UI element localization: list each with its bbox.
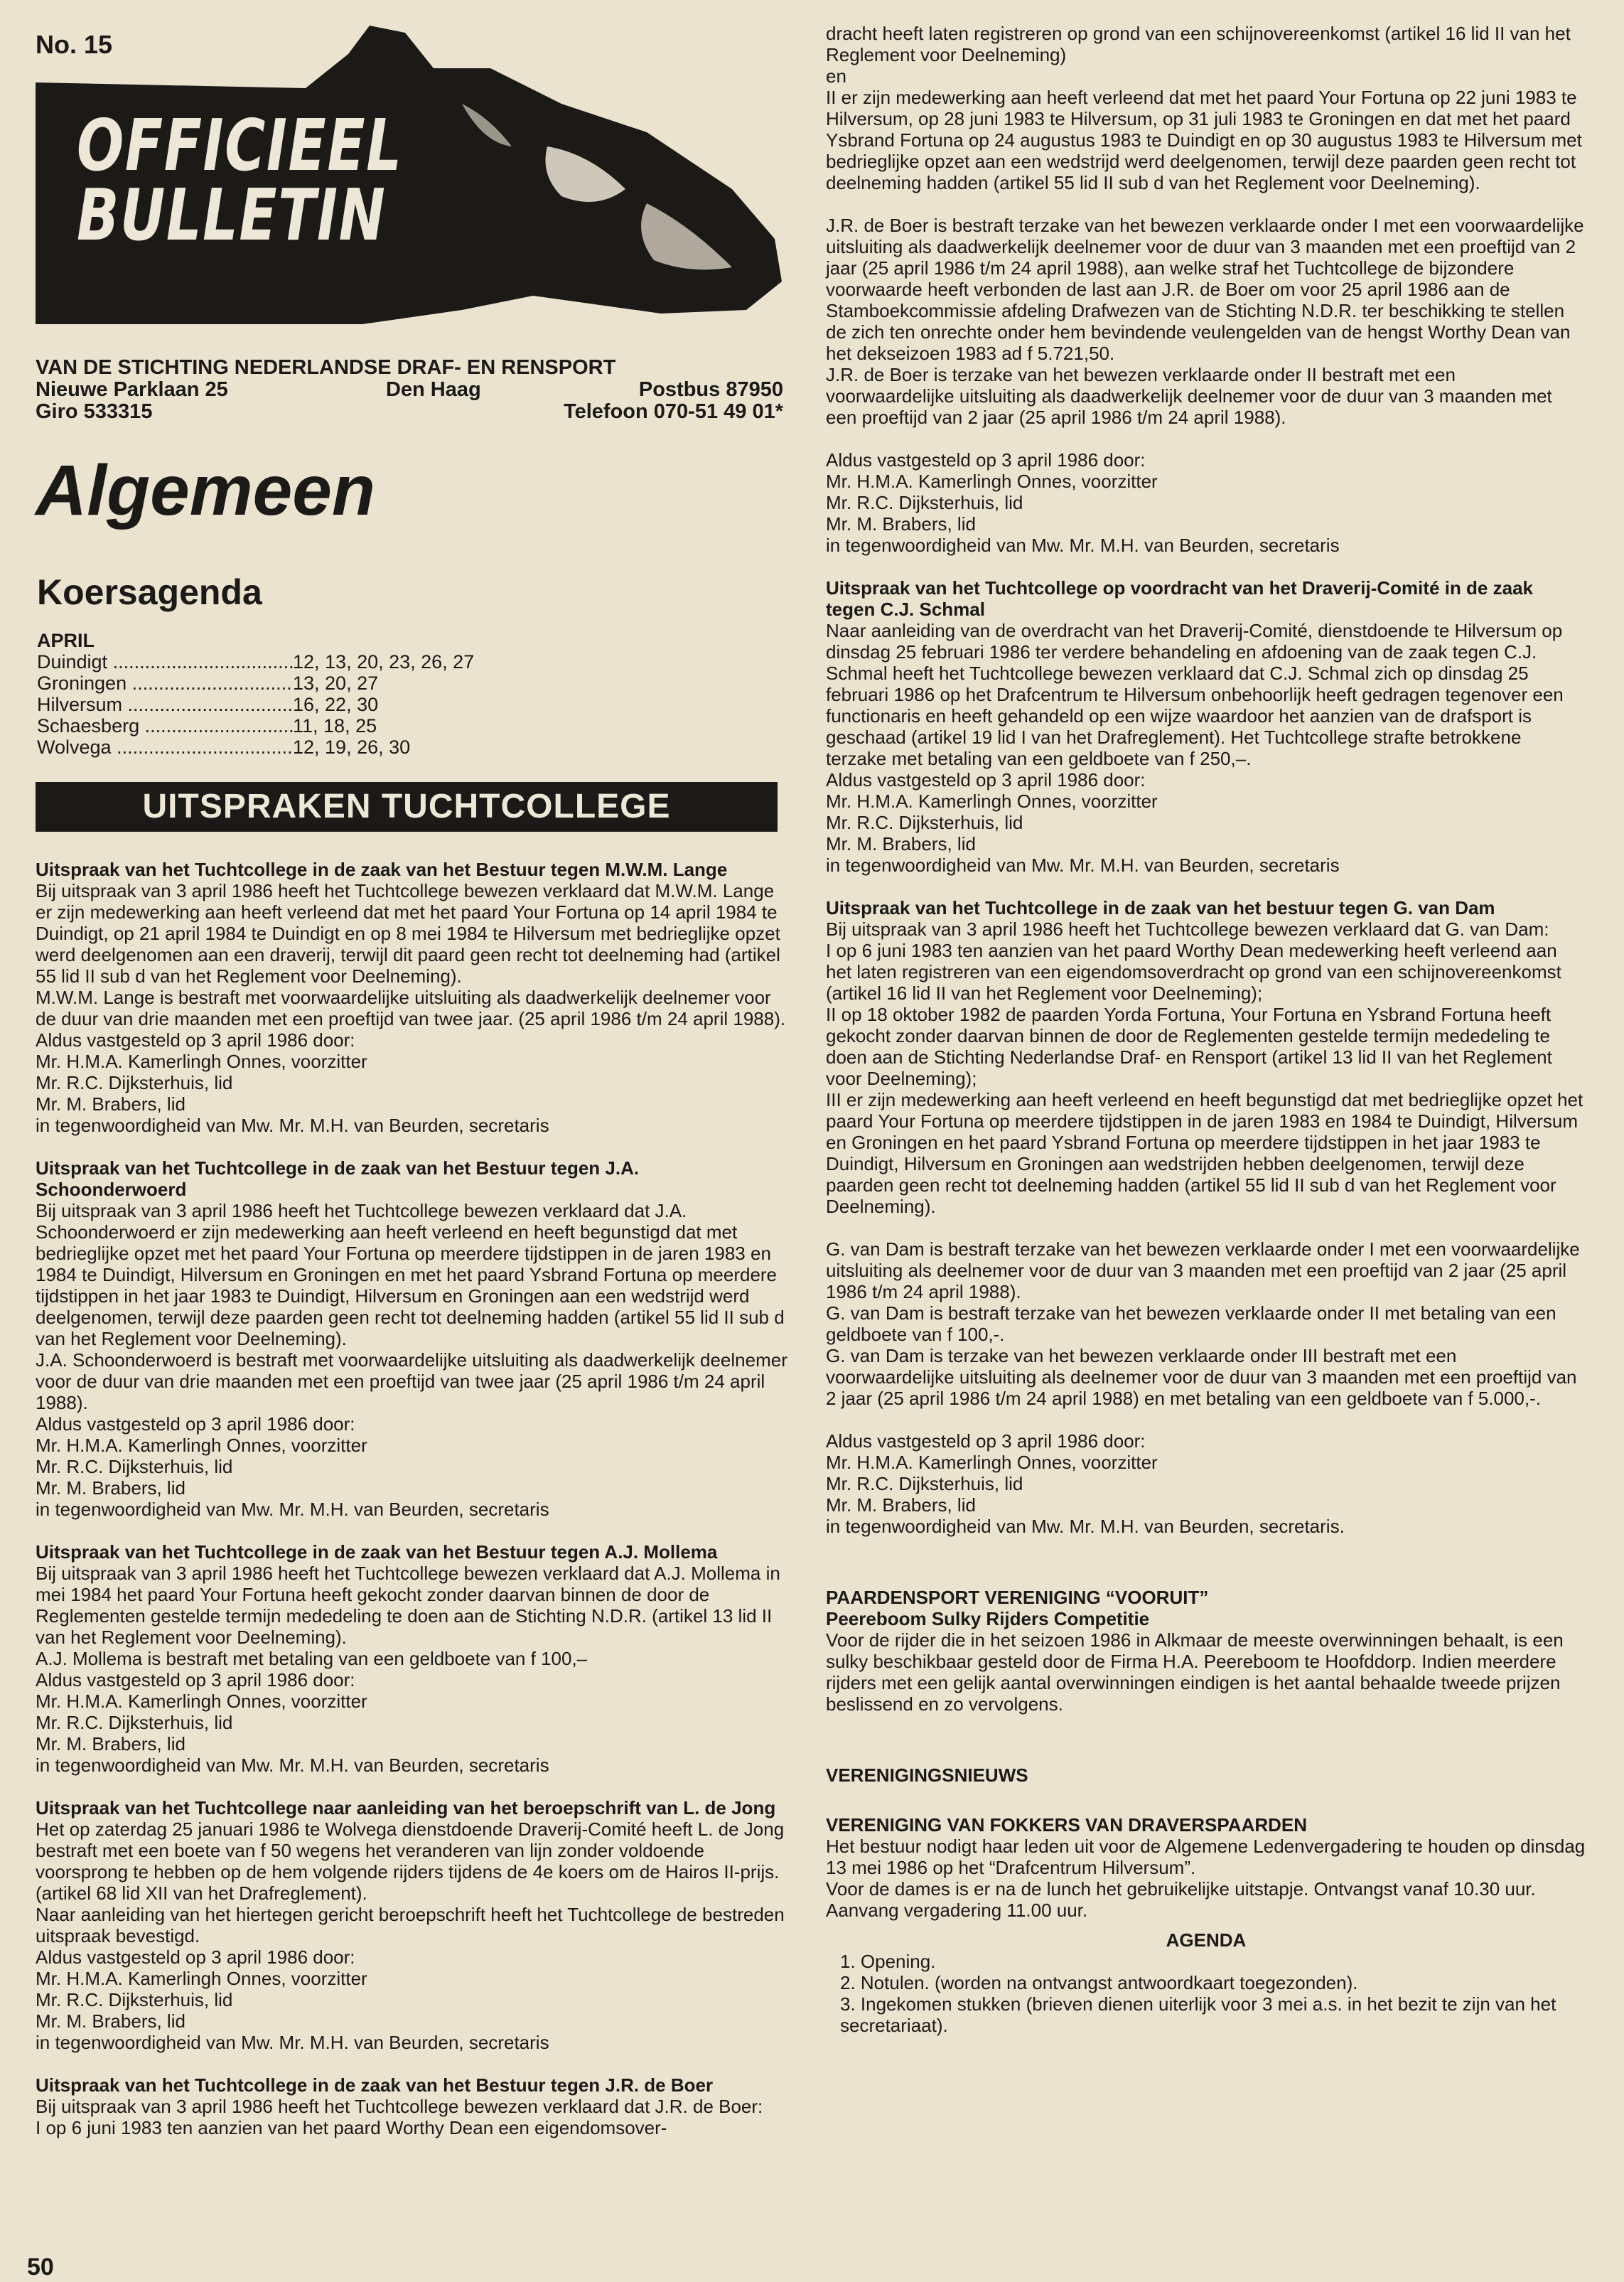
signature-line: Mr. M. Brabers, lid <box>36 2010 185 2032</box>
ruling-title: Uitspraak van het Tuchtcollege in de zaak van het Bestuur tegen A.J. Mollema <box>36 1541 718 1563</box>
signature-line: in tegenwoordigheid van Mw. Mr. M.H. van Beurden, secretaris <box>36 1499 549 1520</box>
ruling-title: Uitspraak van het Tuchtcollege in de zaak van het Bestuur tegen M.W.M. Lange <box>36 859 728 880</box>
fokkers-notice <box>826 1814 1586 1921</box>
address: Nieuwe Parklaan 25 <box>36 378 228 401</box>
signature-line: Aldus vastgesteld op 3 april 1986 door: <box>36 1669 355 1691</box>
signature-line: Aldus vastgesteld op 3 april 1986 door: <box>36 1946 355 1968</box>
ruling-body: Bij uitspraak van 3 april 1986 heeft het Tuchtcollege bewezen verklaard dat G. van Dam: <box>826 918 1549 940</box>
notice-subtitle: Peereboom Sulky Rijders Competitie <box>826 1608 1150 1629</box>
ruling-item: I op 6 juni 1983 ten aanzien van het paard Worthy Dean een eigendomsover- <box>36 2117 667 2138</box>
publisher-info <box>36 357 783 423</box>
agenda-dates: 11, 18, 25 <box>293 715 377 736</box>
ruling-penalty: M.W.M. Lange is bestraft met voorwaardelijke uitsluiting als daadwerkelijk deelnemer voor de duur van drie maanden met een proeftijd van twee jaar. (25 april 1986 t/m 24 april 1988). <box>36 987 786 1029</box>
signature-line: Mr. R.C. Dijksterhuis, lid <box>826 812 1023 833</box>
ruling-body: Bij uitspraak van 3 april 1986 heeft het Tuchtcollege bewezen verklaard dat A.J. Mollema in mei 1984 het paard Your Fortuna heeft gekocht zonder daarvan binnen de door de Reglementen gestelde termijn mededeling te doen aan de Stichting N.D.R. (artikel 13 lid II van het Reglement voor Deelneming). <box>36 1563 780 1648</box>
verenigingsnieuws-heading <box>826 1764 1586 1786</box>
ruling-item: III er zijn medewerking aan heeft verleend en heeft begunstigd dat met bedrieglijke opzet het paard Your Fortuna op meerdere tijdstippen in de jaren 1983 en 1984 te Duindigt, Hilversum en Groningen en het paard Ysbrand Fortuna op meerdere tijdstippen in het jaar 1983 te Duindigt, Hilversum en Groningen aan wedstrijden hebben deelgenomen, terwijl deze paarden geen recht tot deelneming hadden (artikel 55 lid II sub d van het Reglement voor Deelneming). <box>826 1089 1583 1217</box>
agenda-row <box>37 694 506 715</box>
ruling-schmal <box>826 577 1586 876</box>
ruling-penalty: G. van Dam is bestraft terzake van het bewezen verklaarde onder II met betaling van een geldboete van f 100,-. <box>826 1302 1556 1345</box>
signature-line: in tegenwoordigheid van Mw. Mr. M.H. van Beurden, secretaris. <box>826 1516 1345 1537</box>
ruling-mollema <box>36 1541 790 1776</box>
signature-line: in tegenwoordigheid van Mw. Mr. M.H. van Beurden, secretaris <box>826 535 1340 556</box>
agenda-row <box>37 673 506 694</box>
race-agenda <box>37 630 506 758</box>
ruling-penalty: J.R. de Boer is bestraft terzake van het bewezen verklaarde onder I met een voorwaardelijke uitsluiting als daadwerkelijk deelnemer voor de duur van 3 maanden met een proeftijd van 2 jaar (25 april 1986 t/m 24 april 1988), aan welke straf het Tuchtcollege de bijzondere voorwaarde heeft verbonden de last aan J.R. de Boer om voor 25 april 1986 aan de Stamboekcommissie afdeling Drafwezen van de Stichting N.D.R. ter beschikking te stellen de zich ten onrechte onder hem bevindende veulengelden van de hengst Worthy Dean van het dekseizoen 1983 ad f 5.721,50. <box>826 215 1584 364</box>
signature-line: Mr. R.C. Dijksterhuis, lid <box>36 1072 233 1093</box>
signature-line: Aldus vastgesteld op 3 april 1986 door: <box>826 769 1146 791</box>
city: Den Haag <box>385 378 481 401</box>
notice-title: PAARDENSPORT VERENIGING “VOORUIT” <box>826 1587 1209 1608</box>
agenda-place: Duindigt ..... <box>37 651 293 673</box>
agenda-dates: 12, 13, 20, 23, 26, 27 <box>293 651 475 673</box>
agenda-place: Hilversum ..... <box>37 694 293 715</box>
signature-line: Mr. M. Brabers, lid <box>36 1733 185 1755</box>
section-banner: UITSPRAKEN TUCHTCOLLEGE <box>36 782 778 832</box>
ruling-title: Uitspraak van het Tuchtcollege naar aanleiding van het beroepschrift van L. de Jong <box>36 1797 776 1818</box>
publisher-name: VAN DE STICHTING NEDERLANDSE DRAF- EN RENSPORT <box>36 356 616 379</box>
ruling-body: Bij uitspraak van 3 april 1986 heeft het Tuchtcollege bewezen verklaard dat J.R. de Boer: <box>36 2096 763 2117</box>
signature-line: Mr. H.M.A. Kamerlingh Onnes, voorzitter <box>36 1435 367 1456</box>
signature-line: Aldus vastgesteld op 3 april 1986 door: <box>36 1029 355 1051</box>
notice-body: Het bestuur nodigt haar leden uit voor de Algemene Ledenvergadering te houden op dinsdag 13 mei 1986 op het “Drafcentrum Hilversum”. <box>826 1836 1586 1878</box>
ruling-schoonderwoerd <box>36 1157 790 1520</box>
agenda-row <box>37 736 506 758</box>
signature-line: Aldus vastgesteld op 3 april 1986 door: <box>826 449 1146 471</box>
signature-line: Mr. H.M.A. Kamerlingh Onnes, voorzitter <box>826 791 1158 812</box>
signature-line: Mr. R.C. Dijksterhuis, lid <box>36 1712 233 1733</box>
agenda-place: Wolvega ..... <box>37 736 293 758</box>
ruling-item: dracht heeft laten registreren op grond van een schijnovereenkomst (artikel 16 lid II van het Reglement voor Deelneming) <box>826 23 1571 65</box>
postbus: Postbus 87950 <box>638 378 783 401</box>
de-boer-penalties <box>826 215 1586 428</box>
signature-line: Mr. M. Brabers, lid <box>826 513 976 535</box>
ruling-penalty: G. van Dam is terzake van het bewezen verklaarde onder III bestraft met een voorwaardelijke uitsluiting als deelnemer voor de duur van 3 maanden met een proeftijd van 2 jaar (25 april 1986 t/m 24 april 1988) en met betaling van een geldboete van f 5.000,-. <box>826 1345 1577 1409</box>
signature-line: Mr. H.M.A. Kamerlingh Onnes, voorzitter <box>826 1452 1158 1473</box>
signature-line: Mr. M. Brabers, lid <box>826 833 976 855</box>
notice-title: VERENIGING VAN FOKKERS VAN DRAVERSPAARDEN <box>826 1814 1308 1836</box>
notice-body: Voor de rijder die in het seizoen 1986 in Alkmaar de meeste overwinningen behaalt, is een sulky beschikbaar gesteld door de Firma H.A. Peereboom te Hoofddorp. Indien meerdere rijders met een gelijk aantal overwinningen eindigen is het aantal behaalde tweede prijzen beslissend en zo vervolgens. <box>826 1629 1564 1715</box>
ruling-body: Bij uitspraak van 3 april 1986 heeft het Tuchtcollege bewezen verklaard dat M.W.M. Lange er zijn medewerking aan heeft verleend dat met het paard Your Fortuna op 14 april 1984 te Duindigt, op 21 april 1984 te Duindigt en op 8 mei 1984 te Hilversum met bedrieglijke opzet werd deelgenomen aan een draverij, terwijl dit paard geen recht tot deelneming had (artikel 55 lid II sub d van het Reglement voor Deelneming). <box>36 880 780 987</box>
agenda-row <box>37 651 506 673</box>
right-column <box>826 23 1586 2057</box>
ruling-penalty: J.R. de Boer is terzake van het bewezen verklaarde onder II bestraft met een voorwaardelijke uitsluiting als daadwerkelijk deelnemer voor de duur van 3 maanden met een proeftijd van 2 jaar (25 april 1986 t/m 24 april 1988). <box>826 364 1552 428</box>
ruling-van-dam <box>826 897 1586 1217</box>
de-boer-signatures <box>826 449 1586 556</box>
signature-line: Aldus vastgesteld op 3 april 1986 door: <box>36 1413 355 1435</box>
ruling-lange <box>36 859 790 1136</box>
signature-line: Mr. M. Brabers, lid <box>36 1093 185 1115</box>
ruling-de-boer <box>36 2074 790 2138</box>
agenda-month: APRIL <box>37 630 95 651</box>
signature-line: in tegenwoordigheid van Mw. Mr. M.H. van Beurden, secretaris <box>36 1755 549 1776</box>
ruling-title: Uitspraak van het Tuchtcollege op voordracht van het Draverij-Comité in de zaak tegen C.J. Schmal <box>826 577 1533 620</box>
phone: Telefoon 070-51 49 01* <box>564 400 783 423</box>
ruling-conjunction: en <box>826 65 846 87</box>
agenda-place: Schaesberg ..... <box>37 715 293 736</box>
ruling-item: I op 6 juni 1983 ten aanzien van het paard Worthy Dean medewerking heeft verleend aan het laten registreren van een eigendomsoverdracht op grond van een schijnovereenkomst (artikel 16 lid II van het Reglement voor Deelneming); <box>826 940 1561 1004</box>
signature-line: Mr. M. Brabers, lid <box>826 1494 976 1516</box>
signature-line: Mr. R.C. Dijksterhuis, lid <box>36 1456 233 1477</box>
meeting-agenda-item: 1. Opening. <box>840 1951 936 1972</box>
agenda-dates: 13, 20, 27 <box>293 673 379 694</box>
ruling-penalty: J.A. Schoonderwoerd is bestraft met voorwaardelijke uitsluiting als daadwerkelijk deelnemer voor de duur van drie maanden met een proeftijd van twee jaar (25 april 1986 t/m 24 april 1988). <box>36 1349 787 1413</box>
signature-line: Mr. R.C. Dijksterhuis, lid <box>36 1989 233 2010</box>
signature-line: in tegenwoordigheid van Mw. Mr. M.H. van Beurden, secretaris <box>826 855 1340 876</box>
meeting-agenda-title: AGENDA <box>1166 1929 1247 1951</box>
ruling-de-boer-continued <box>826 23 1586 193</box>
signature-line: Mr. R.C. Dijksterhuis, lid <box>826 492 1023 513</box>
signature-line: Mr. H.M.A. Kamerlingh Onnes, voorzitter <box>36 1968 367 1989</box>
signature-line: Mr. H.M.A. Kamerlingh Onnes, voorzitter <box>36 1051 367 1072</box>
signature-line: Mr. H.M.A. Kamerlingh Onnes, voorzitter <box>826 471 1158 492</box>
van-dam-signatures <box>826 1430 1586 1537</box>
left-column <box>36 859 790 2160</box>
meeting-agenda-item: 3. Ingekomen stukken (brieven dienen uiterlijk voor 3 mei a.s. in het bezit te zijn van het secretariaat). <box>840 1993 1556 2036</box>
ruling-body: Het op zaterdag 25 januari 1986 te Wolvega dienstdoende Draverij-Comité heeft L. de Jong bestraft met een boete van f 50 wegens het veranderen van lijn zonder voldoende voorsprong te hebben op de hem volgende rijders tijdens de 4e koers om de Hairos II-prijs. (artikel 68 lid XII van het Drafreglement). <box>36 1818 785 1904</box>
signature-line: Mr. H.M.A. Kamerlingh Onnes, voorzitter <box>36 1691 367 1712</box>
ruling-body: Naar aanleiding van het hiertegen gericht beroepschrift heeft het Tuchtcollege de bestreden uitspraak bevestigd. <box>36 1904 785 1946</box>
ruling-body: Bij uitspraak van 3 april 1986 heeft het Tuchtcollege bewezen verklaard dat J.A. Schoonderwoerd er zijn medewerking aan heeft verleend en heeft begunstigd dat met bedrieglijke opzet met het paard Your Fortuna op meerdere tijdstippen in de jaren 1983 en 1984 te Duindigt, Hilversum en Groningen en met het paard Ysbrand Fortuna op meerdere tijdstippen in het jaar 1983 te Duindigt, Hilversum en Groningen aan een wedstrijd werd deelgenomen, terwijl deze paarden geen recht tot deelneming hadden (artikel 55 lid II sub d van het Reglement voor Deelneming). <box>36 1200 785 1349</box>
section-heading: VERENIGINGSNIEUWS <box>826 1764 1028 1786</box>
agenda-heading: Koersagenda <box>37 572 262 612</box>
page-number: 50 <box>27 2254 54 2281</box>
agenda-place: Groningen ..... <box>37 673 293 694</box>
issue-number: No. 15 <box>36 30 113 59</box>
giro: Giro 533315 <box>36 400 153 423</box>
masthead-title: OFFICIEEL BULLETIN <box>77 104 403 257</box>
agenda-row <box>37 715 506 736</box>
ruling-penalty: A.J. Mollema is bestraft met betaling van een geldboete van f 100,– <box>36 1648 588 1669</box>
ruling-item: II er zijn medewerking aan heeft verleend dat met het paard Your Fortuna op 22 juni 1983 te Hilversum, op 28 juni 1983 te Hilversum, op 31 juli 1983 te Groningen en dat met het paard Ysbrand Fortuna op 24 augustus 1983 te Duindigt en op 30 augustus 1983 te Hilversum met bedrieglijke opzet aan een wedstrijd werd deelgenomen, terwijl deze paarden geen recht tot deelneming hadden (artikel 55 lid II sub d van het Reglement voor Deelneming). <box>826 87 1582 193</box>
agenda-dates: 12, 19, 26, 30 <box>293 736 411 758</box>
ruling-title: Uitspraak van het Tuchtcollege in de zaak van het Bestuur tegen J.R. de Boer <box>36 2074 714 2096</box>
agenda-dates: 16, 22, 30 <box>293 694 379 715</box>
signature-line: in tegenwoordigheid van Mw. Mr. M.H. van Beurden, secretaris <box>36 1115 549 1136</box>
ruling-title: Uitspraak van het Tuchtcollege in de zaak van het bestuur tegen G. van Dam <box>826 897 1495 918</box>
van-dam-penalties <box>826 1238 1586 1409</box>
signature-line: in tegenwoordigheid van Mw. Mr. M.H. van Beurden, secretaris <box>36 2032 549 2053</box>
meeting-agenda <box>826 1929 1586 2036</box>
signature-line: Aldus vastgesteld op 3 april 1986 door: <box>826 1430 1146 1452</box>
ruling-penalty: G. van Dam is bestraft terzake van het bewezen verklaarde onder I met een voorwaardelijke uitsluiting als deelnemer voor de duur van 3 maanden met een proeftijd van 2 jaar (25 april 1986 t/m 24 april 1988). <box>826 1238 1580 1302</box>
signature-line: Mr. R.C. Dijksterhuis, lid <box>826 1473 1023 1494</box>
ruling-body: Naar aanleiding van de overdracht van het Draverij-Comité, dienstdoende te Hilversum op dinsdag 25 februari 1986 ter verdere behandeling en afdoening van de zaak tegen C.J. Schmal heeft het Tuchtcollege bewezen verklaard dat C.J. Schmal zich op dinsdag 25 februari 1986 op het Drafcentrum te Hilversum onbehoorlijk heeft gedragen tegenover een functionaris en heeft gehandeld op een wijze waardoor het aanzien van de drafsport is geschaad (artikel 19 lid I van het Drafreglement). Het Tuchtcollege strafte betrokkene terzake met betaling van een geldboete van f 250,–. <box>826 620 1564 769</box>
notice-body: Voor de dames is er na de lunch het gebruikelijke uitstapje. Ontvangst vanaf 10.30 uur. Aanvang vergadering 11.00 uur. <box>826 1878 1536 1921</box>
ruling-item: II op 18 oktober 1982 de paarden Yorda Fortuna, Your Fortuna en Ysbrand Fortuna heeft gekocht zonder daarvan binnen de door de Reglementen gestelde termijn mededeling te doen aan de Stichting Nederlandse Draf- en Rensport (artikel 13 lid II van het Reglement voor Deelneming); <box>826 1004 1552 1089</box>
vooruit-notice <box>826 1587 1586 1715</box>
signature-line: Mr. M. Brabers, lid <box>36 1477 185 1499</box>
ruling-title: Uitspraak van het Tuchtcollege in de zaak van het Bestuur tegen J.A. Schoonderwoerd <box>36 1157 640 1200</box>
section-title: Algemeen <box>36 451 375 530</box>
masthead-logo <box>36 26 786 324</box>
ruling-de-jong <box>36 1797 790 2053</box>
meeting-agenda-item: 2. Notulen. (worden na ontvangst antwoordkaart toegezonden). <box>840 1972 1358 1993</box>
